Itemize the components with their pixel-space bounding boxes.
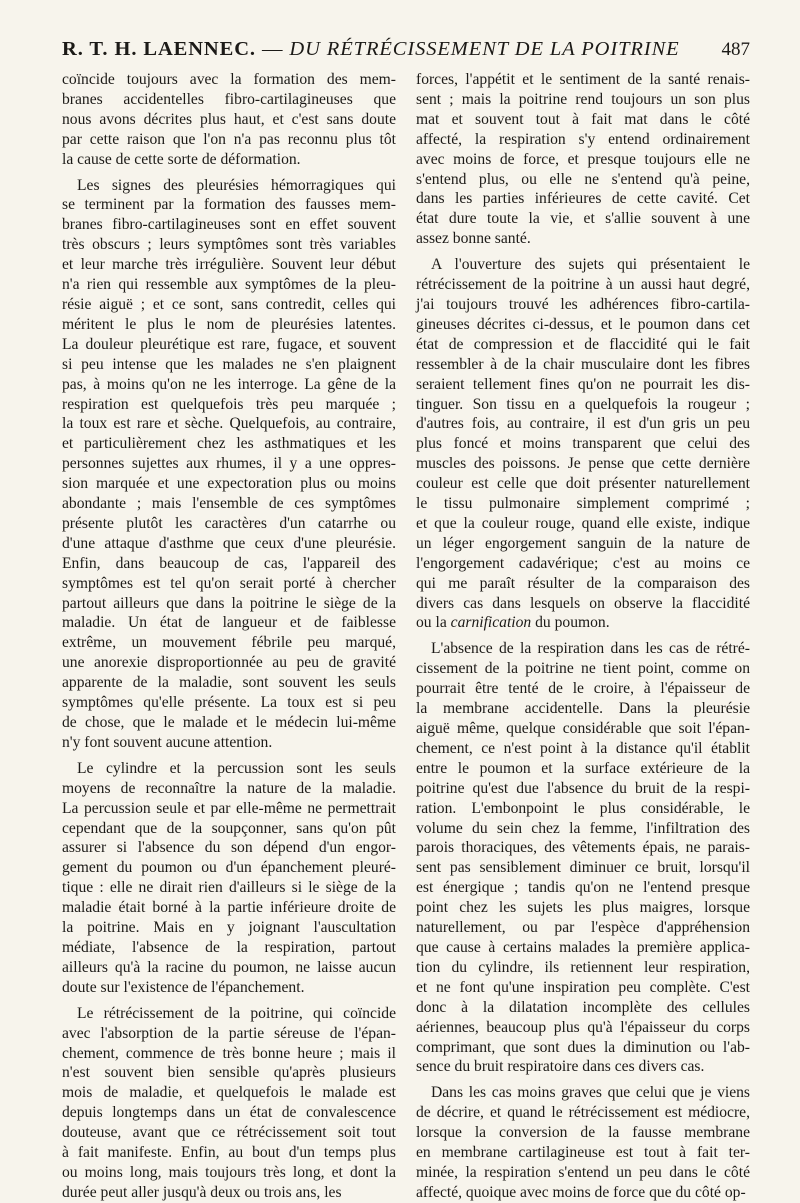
text-line: ressembler à de la chair musculaire dont les fibres [416, 355, 750, 373]
text-line: est énergique ; tandis qu'on ne l'entend presque [416, 879, 750, 897]
paragraph [416, 255, 750, 633]
text-line: qui me paraît résulter de la comparaison des [416, 574, 750, 592]
text-line: moyens de reconnaître la nature de la maladie. [62, 779, 396, 797]
text-line: très obscurs ; leurs symptômes sont très variables [62, 236, 396, 254]
header-title: DU RÉTRÉCISSEMENT DE LA POITRINE [289, 38, 680, 60]
text-line: n'est souvent bien sensible qu'après plusieurs [62, 1064, 396, 1082]
text-line: et que la couleur rouge, quand elle existe, indique [416, 514, 750, 532]
text-line: maladie. Un état de langueur et de faiblesse [62, 614, 396, 632]
header-separator: — [261, 38, 284, 60]
text-line: Les signes des pleurésies hémorragiques qui [77, 176, 396, 194]
text-line: pas, à moins qu'on ne les interroge. La gêne de la [62, 375, 396, 393]
text-line: j'ai toujours trouvé les adhérences fibro-cartila- [416, 295, 750, 313]
text-line: dans les parties inférieures de cette cavité. Cet [416, 190, 750, 208]
text-line: personnes sujettes aux rhumes, il y a une oppres- [62, 455, 396, 473]
text-line: la cause de cette sorte de déformation. [62, 150, 301, 168]
text-line: branes fibro-cartilagineuses sont en effet souvent [62, 216, 396, 234]
text-line: L'absence de la respiration dans les cas de rétré- [431, 640, 750, 658]
text-line: La douleur pleurétique est rare, fugace, et souvent [62, 335, 396, 353]
text-line: médiate, l'absence de la respiration, partout [62, 938, 396, 956]
text-line: divers cas dans lesquels on observe la flaccidité [416, 594, 750, 612]
text-line: et ne font qu'une inspiration peu complète. C'est [416, 978, 750, 996]
text-line: sent pas sensiblement diminuer ce bruit, lorsqu'il [416, 859, 750, 877]
text-line: respiration est quelquefois très peu marquée ; [62, 395, 396, 413]
text-line: à fait manifeste. Enfin, au bout d'un temps plus [62, 1144, 396, 1162]
text-line: état de compression et de flaccidité qui le fait [416, 335, 750, 353]
text-line: naturellement, ou par l'espèce d'appréhension [416, 919, 750, 937]
paragraph [62, 176, 396, 753]
page-number: 487 [721, 39, 750, 60]
text-line: volume du sein chez la femme, l'infiltration des [416, 819, 750, 837]
text-line: rétrécissement de la poitrine à un aussi haut degré, [416, 276, 750, 294]
text-line: en membrane cartilagineuse est tout à fait ter- [416, 1144, 750, 1162]
text-line: la membrane accidentelle. Dans la pleurésie [416, 700, 750, 718]
text-line: apparente de la maladie, sont souvent les seuls [62, 674, 396, 692]
text-line: Dans les cas moins graves que celui que je viens [431, 1084, 750, 1102]
text-line: comprimant, que sont dues la diminution ou l'ab- [416, 1038, 750, 1056]
text-line: se terminent par la formation des fausses mem- [62, 196, 396, 214]
text-line: présente plutôt les caractères d'un catarrhe ou [62, 514, 396, 532]
text-line: si peu intense que les malades ne s'en plaignent [62, 355, 396, 373]
text-line: parois thoraciques, des vêtements épais, ne parais- [416, 839, 750, 857]
text-line: plus foncé et moins transparent que celui des [416, 435, 750, 453]
text-line: la toux est rare et sèche. Quelquefois, au contraire, [62, 415, 396, 433]
text-line: affecté, la respiration s'y entend ordinairement [416, 130, 750, 148]
text-line: aériennes, beaucoup plus qu'à l'épaisseur du corps [416, 1018, 750, 1036]
left-column [62, 70, 396, 1203]
text-line: avec moins de force, et presque toujours elle ne [416, 150, 750, 168]
text-line: depuis longtemps dans un état de convalescence [62, 1104, 396, 1122]
text-line: maladie était borné à la partie inférieure droite de [62, 899, 396, 917]
text-columns [62, 70, 750, 1203]
text-line: pourrait être tenté de le croire, à l'épaisseur de [416, 680, 750, 698]
text-line: que cause à certains malades la première applica- [416, 938, 750, 956]
text-line: tion du cylindre, ils retiennent leur respiration, [416, 958, 750, 976]
text-line: cissement de la poitrine ne tient point, comme on [416, 660, 750, 678]
text-line: et leur marche très irrégulière. Souvent leur début [62, 256, 396, 274]
text-line: un léger engorgement sanguin de la nature de [416, 534, 750, 552]
text-line: lorsque la conversion de la fausse membrane [416, 1124, 750, 1142]
text-line: ou moins long, mais toujours très long, et dont la [62, 1163, 396, 1181]
text-line: ration. L'embonpoint le plus considérable, le [416, 799, 750, 817]
text-line: sent ; mais la poitrine rend toujours un son plus [416, 90, 750, 108]
text-line: couleur est celle que doit présenter naturellement [416, 475, 750, 493]
text-line: A l'ouverture des sujets qui présentaient le [431, 256, 750, 274]
text-line: d'une attaque d'asthme que ceux d'une pleurésie. [62, 534, 396, 552]
text-line: branes accidentelles fibro-cartilagineuses que [62, 90, 396, 108]
text-line: ou la carnification du poumon. [416, 614, 610, 632]
text-line: sence du bruit respiratoire dans ces divers cas. [416, 1058, 705, 1076]
paragraph [416, 639, 750, 1077]
text-line: seraient tellement fines qu'on ne pourrait les dis- [416, 375, 750, 393]
text-line: assez bonne santé. [416, 230, 531, 248]
text-line: état dure toute la vie, et s'allie souvent à une [416, 210, 750, 228]
text-line: d'autres fois, au contraire, il est d'un gris un peu [416, 415, 750, 433]
right-column [416, 70, 750, 1203]
text-line: ailleurs qu'à la racine du poumon, ne laisse aucun [62, 958, 396, 976]
text-line: symptômes qu'elle présente. La toux est si peu [62, 694, 396, 712]
text-line: tique : elle ne dirait rien d'ailleurs si le siège de la [62, 879, 396, 897]
text-line: chement, ce n'est point à la distance qu'il établit [416, 739, 750, 757]
text-line: coïncide toujours avec la formation des mem- [62, 71, 396, 88]
text-line: poitrine qu'est due l'absence du bruit de la respi- [416, 779, 750, 797]
paragraph [62, 1004, 396, 1203]
text-line: aiguë même, quelque considérable que soit l'épan- [416, 720, 750, 737]
text-line: La percussion seule et par elle-même ne permettrait [62, 799, 396, 817]
text-line: avec l'absorption de la partie séreuse de l'épan- [62, 1024, 396, 1042]
text-line: durée peut aller jusqu'à deux ou trois ans, les [62, 1183, 342, 1201]
text-line: point chez les sujets les plus maigres, lorsque [416, 899, 750, 917]
text-line: résie aiguë ; et ce sont, sans contredit, celles qui [62, 295, 396, 313]
text-line: symptômes est tel qu'on serait porté à chercher [62, 574, 396, 592]
text-line: l'engorgement cadavérique; c'est au moins ce [416, 554, 750, 572]
text-line: s'entend plus, ou elle ne s'entend qu'à peine, [416, 170, 750, 188]
text-line: n'y font souvent aucune attention. [62, 733, 273, 751]
text-line: mois de maladie, et quelquefois le malade est [62, 1084, 396, 1102]
text-line: entre le poumon et la surface extérieure de la [416, 759, 750, 777]
text-line: n'a rien qui ressemble aux symptômes de la pleu- [62, 276, 396, 294]
text-line: par cette raison que l'on n'a pas reconnu plus tôt [62, 130, 396, 148]
text-line: de décrire, et quand le rétrécissement est médiocre, [416, 1104, 750, 1122]
text-line: chement, commence de très bonne heure ; mais il [62, 1044, 396, 1062]
paragraph [416, 1083, 750, 1202]
text-line: méritent le plus le nom de pleurésies latentes. [62, 315, 396, 333]
text-line: la poitrine. Mais en y joignant l'auscultation [62, 919, 396, 937]
paragraph [416, 70, 750, 249]
text-line: assurer si l'absence du son dépend d'un engor- [62, 839, 396, 857]
text-line: abondante ; mais l'ensemble de ces symptômes [62, 495, 396, 513]
text-line: nous avons décrites plus haut, et c'est sans doute [62, 110, 396, 128]
text-line: le tissu pulmonaire simplement comprimé ; [416, 495, 750, 513]
text-line: forces, l'appétit et le sentiment de la santé renais- [416, 71, 750, 88]
text-line: Le cylindre et la percussion sont les seuls [77, 759, 396, 777]
paragraph [62, 70, 396, 170]
paragraph [62, 759, 396, 998]
text-line: muscles des poissons. Je pense que cette dernière [416, 455, 750, 473]
text-line: douteuse, avant que ce rétrécissement soit tout [62, 1124, 396, 1142]
text-line: mat et souvent tout à fait mat dans le côté [416, 110, 750, 128]
text-line: cependant que de la soupçonner, sans qu'on pût [62, 819, 396, 837]
text-line: minée, la respiration s'entend un peu dans le côté [416, 1163, 750, 1181]
text-line: gineuses décrites ci-dessus, et le poumon dans cet [416, 315, 750, 333]
text-line: de chose, que le malade et le médecin lui-même [62, 714, 396, 731]
text-line: partout ailleurs que dans la poitrine le siège de la [62, 594, 396, 612]
text-line: doute sur l'existence de l'épanchement. [62, 978, 305, 996]
text-line: Enfin, dans beaucoup de cas, l'appareil des [62, 554, 396, 572]
text-line: affecté, quoique avec moins de force que du côté op- [416, 1183, 746, 1201]
header-author: R. T. H. LAENNEC. [62, 38, 256, 60]
text-line: Le rétrécissement de la poitrine, qui coïncide [77, 1004, 396, 1022]
running-header [62, 38, 750, 68]
text-line: une anorexie disproportionnée au peu de gravité [62, 654, 396, 672]
text-line: gement du poumon ou d'un épanchement pleuré- [62, 859, 396, 877]
text-line: et particulièrement chez les asthmatiques et les [62, 435, 396, 453]
text-line: donc à la dilatation incomplète des cellules [416, 998, 750, 1016]
text-line: tinguer. Son tissu en a quelquefois la rougeur ; [416, 395, 750, 413]
text-line: extrême, un mouvement fébrile peu marqué, [62, 634, 396, 652]
text-line: sion marquée et une expectoration plus ou moins [62, 475, 396, 493]
